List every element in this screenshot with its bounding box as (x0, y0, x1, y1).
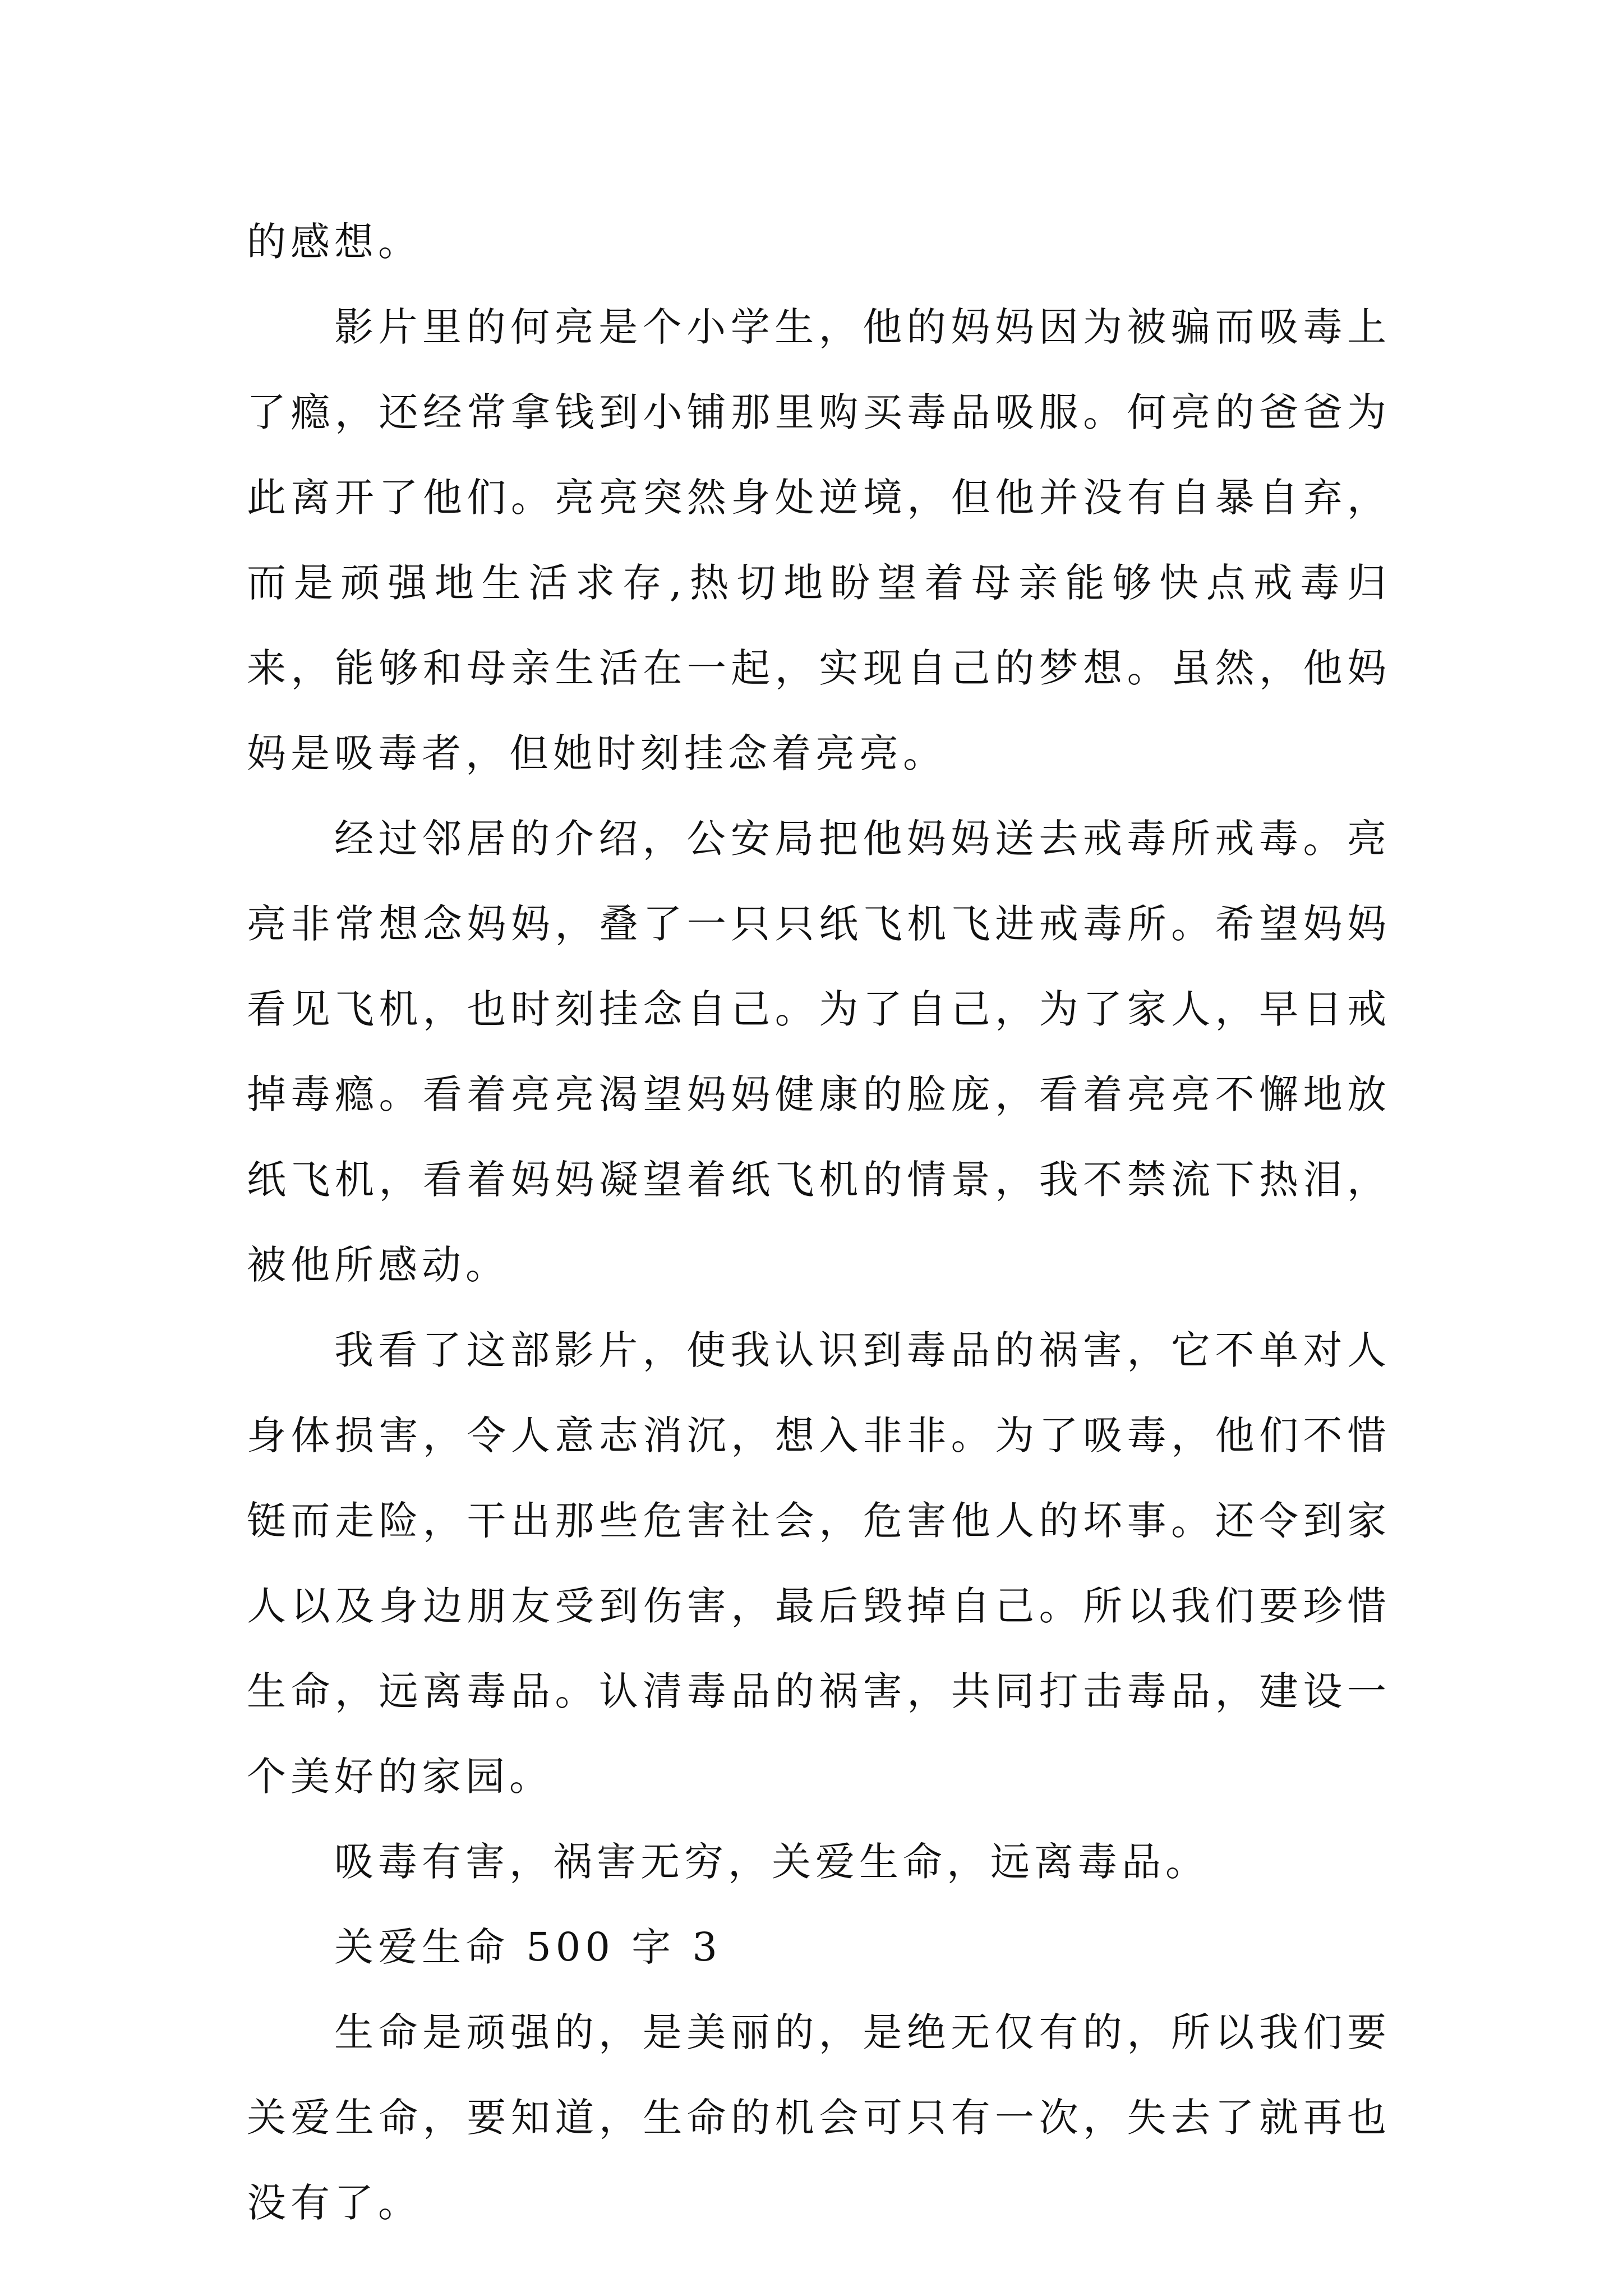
paragraph-reflection: 我看了这部影片，使我认识到毒品的祸害，它不单对人身体损害，令人意志消沉，想入非非。为了吸毒，他们不惜铤而走险，干出那些危害社会，危害他人的坏事。还令到家人以及身边朋友受到伤害，最后毁掉自己。所以我们要珍惜生命，远离毒品。认清毒品的祸害，共同打击毒品，建设一个美好的家园。 (247, 1327, 1391, 1800)
paragraph-movie-story: 影片里的何亮是个小学生，他的妈妈因为被骗而吸毒上了瘾，还经常拿钱到小铺那里购买毒品吸服。何亮的爸爸为此离开了他们。亮亮突然身处逆境，但他并没有自暴自弃，而是顽强地生活求存,热切地盼望着母亲能够快点戒毒归来，能够和母亲生活在一起，实现自己的梦想。虽然，他妈妈是吸毒者，但她时刻挂念着亮亮。 (247, 304, 1391, 776)
paragraph-rehab: 经过邻居的介绍，公安局把他妈妈送去戒毒所戒毒。亮亮非常想念妈妈，叠了一只只纸飞机飞进戒毒所。希望妈妈看见飞机，也时刻挂念自己。为了自己，为了家人，早日戒掉毒瘾。看着亮亮渴望妈妈健康的脸庞，看着亮亮不懈地放纸飞机，看着妈妈凝望着纸飞机的情景，我不禁流下热泪，被他所感动。 (247, 816, 1391, 1288)
document-body (247, 199, 1391, 2246)
paragraph-slogan: 吸毒有害，祸害无穷，关爱生命，远离毒品。 (334, 1839, 1209, 1885)
paragraph-life: 生命是顽强的，是美丽的，是绝无仅有的，所以我们要关爱生命，要知道，生命的机会可只有一次，失去了就再也没有了。 (247, 2009, 1391, 2226)
paragraph-continuation: 的感想。 (247, 219, 422, 265)
section-heading: 关爱生命 500 字 3 (334, 1924, 722, 1970)
